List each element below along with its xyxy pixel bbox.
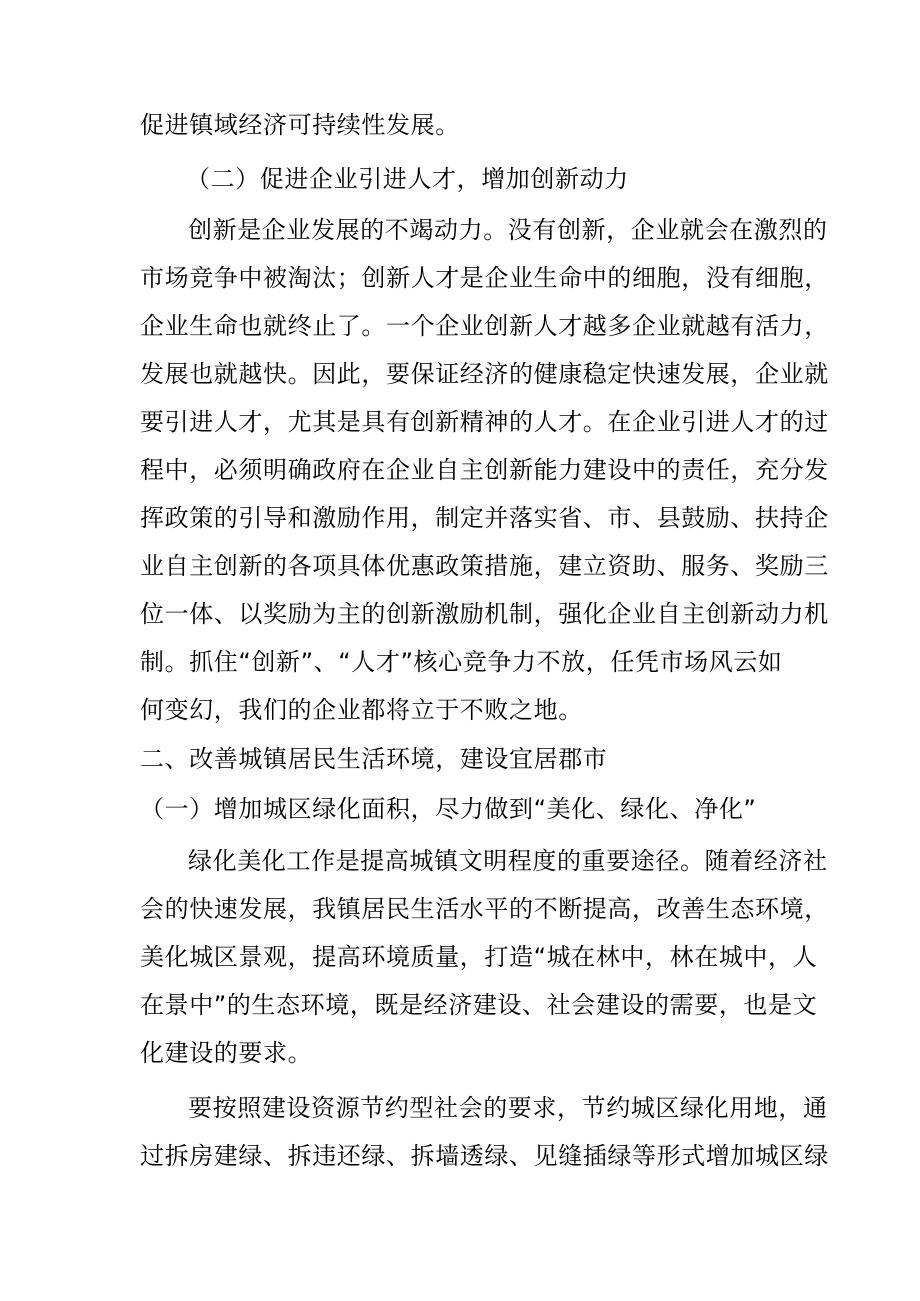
text-line: 要按照建设资源节约型社会的要求，节约城区绿化用地，通 [188, 1094, 828, 1122]
text-line: 化建设的要求。 [140, 1039, 313, 1067]
text-line: 过拆房建绿、拆违还绿、拆墙透绿、见缝插绿等形式增加城区绿 [140, 1142, 829, 1170]
section-heading: 二、改善城镇居民生活环境，建设宜居郡市 [140, 745, 608, 773]
subheading: （一）增加城区绿化面积，尽力做到“美化、绿化、净化” [140, 795, 757, 823]
text-line: 在景中”的生态环境，既是经济建设、社会建设的需要，也是文 [140, 991, 818, 1019]
text-line: 制。抓住“创新”、“人才”核心竞争力不放，任凭市场风云如 [140, 648, 783, 676]
text-line: 创新是企业发展的不竭动力。没有创新，企业就会在激烈的 [188, 216, 828, 244]
text-line: 位一体、以奖励为主的创新激励机制，强化企业自主创新动力机 [140, 600, 829, 628]
text-line: 美化城区景观，提高环境质量，打造“城在林中，林在城中，人 [140, 943, 818, 971]
text-line: 会的快速发展，我镇居民生活水平的不断提高，改善生态环境， [140, 895, 829, 923]
text-line: 要引进人才，尤其是具有创新精神的人才。在企业引进人才的过 [140, 408, 829, 436]
text-line: 市场竞争中被淘汰；创新人才是企业生命中的细胞，没有细胞， [140, 264, 829, 292]
subheading: （二）促进企业引进人才，增加创新动力 [186, 165, 629, 193]
text-line: 绿化美化工作是提高城镇文明程度的重要途径。随着经济社 [188, 847, 828, 875]
text-line: 何变幻，我们的企业都将立于不败之地。 [140, 696, 583, 724]
text-line: 发展也就越快。因此，要保证经济的健康稳定快速发展，企业就 [140, 360, 829, 388]
text-line: 程中，必须明确政府在企业自主创新能力建设中的责任，充分发 [140, 456, 829, 484]
text-line: 促进镇域经济可持续性发展。 [140, 111, 460, 139]
text-line: 企业生命也就终止了。一个企业创新人才越多企业就越有活力， [140, 312, 829, 340]
text-line: 业自主创新的各项具体优惠政策措施，建立资助、服务、奖励三 [140, 552, 829, 580]
text-line: 挥政策的引导和激励作用，制定并落实省、市、县鼓励、扶持企 [140, 504, 829, 532]
